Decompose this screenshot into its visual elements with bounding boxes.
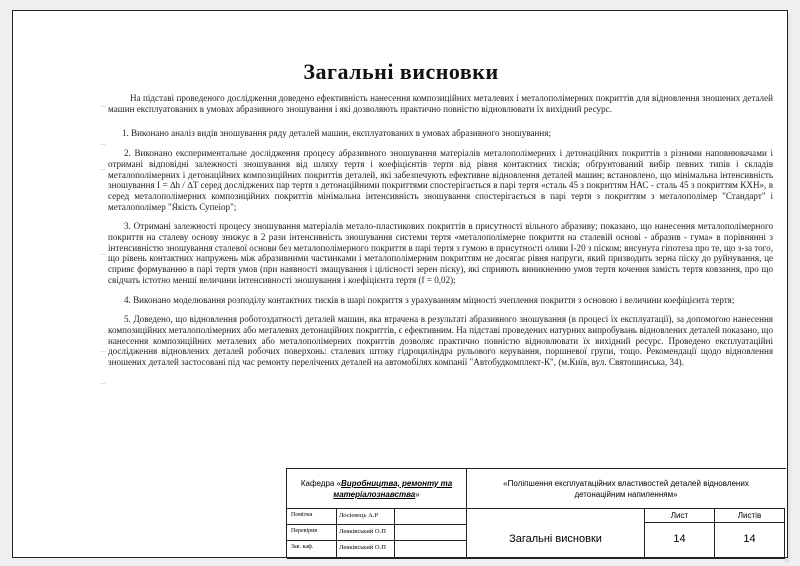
thesis-topic: «Поліпшення експлуатаційних властивостей деталей відновлених детонаційним напиленням» [467,469,785,509]
bullet-dash: – [101,101,106,111]
bullet-dash: – [101,249,106,259]
page-title: Загальні висновки [303,59,499,84]
bullet-dash: – [101,139,106,149]
conclusion-item-1: 1. Виконано аналіз видів зношування ряду деталей машин, експлуатованих в умовах абразивного зношування; [122,128,551,139]
conclusion-item-3: 3. Отримані залежності процесу зношування матеріалів метало-пластикових покриттів в присутності вільного абразиву; показано, що нанесення металополімерного покриття на сталеву основу знижує в 2 рази інтенсивність зношування системи тертя «металополімерне покриття на сталевій основі - абразив - гума» в порівнянні з інтенсивністю зношування сталевої основи без металополімерного покриття в парі тертя з гумою в присутності оливи І-20 з піском; висунута гіпотеза про те, що з-за того, що рівень контактних напружень між абразивними частинками і металополімерним покриттям не досягає рівня напруги, який призводить зерна піску до руйнування, це сприяє формуванню в парі тертя умов (при наявності змащування і цілісності зерен піску), які сприяють виникненню умов тертя кочення замість тертя ковзання, про що свідчать істотно менші величини інтенсивності зношування і коефіцієнта тертя (f = 0,02); [108,221,773,285]
conclusions-text [108,93,773,377]
title-block-stamp [286,468,786,558]
signature-cell [395,541,467,559]
signature-cell [395,509,467,525]
intro-paragraph: На підставі проведеного дослідження доведено ефективність нанесення композиційних металевих і металополімерних покриттів для відновлення зношених деталей машин експлуатованих в умовах абразивного зношування і які дозволяють практично повністю відновлювати їх вихідний ресурс. [108,93,773,114]
role-label: Перевірив [287,525,337,541]
bullet-dash: – [101,164,106,174]
bullet-dash: – [101,378,106,388]
department-name: Виробництва, ремонту та матеріалознавства [333,478,453,499]
department-prefix: Кафедра « [300,478,342,488]
conclusion-item-5: 5. Доведено, що відновлення роботоздатності деталей машин, яка втрачена в результаті абразивного зношування (в процесі їх експлуатації), за допомогою нанесення композиційних металополімерних або металевих детонаційних покриттів, є ефективним. На підставі проведених натурних випробувань відновлених деталей показано, що нанесення композиційних металевих або металополімерних покриттів дозволяє практично повністю відновлювати їх вихідний ресурс. Проведено експлуатаційні дослідження відновлених деталей робочих поверхонь: сталевих штоку гідроциліндра рульового керування, поршневої групи, тощо. Рекомендації щодо відновлення зношених деталей застосовані під час ремонту перелічених деталей на автомобілях компанії "Автобудкомплект-К", (м.Київ, вул. Святошинська, 34). [108,314,773,368]
head-of-dept-name: Левківський О.П [337,541,395,559]
checker-name: Левківський О.П [337,525,395,541]
conclusion-item-4: 4. Виконано моделювання розподілу контактних тисків в шарі покриття з урахуванням міцності зчеплення покриття з основою і величини коефіцієнта тертя; [124,294,735,305]
sheets-label: Листів [715,509,785,523]
sheets-total: 14 [715,523,785,559]
department-suffix: » [415,489,420,499]
bullet-dash: – [101,346,106,356]
signature-cell [395,525,467,541]
role-label: Зав. каф. [287,541,337,559]
sheet-number: 14 [645,523,715,559]
sheet-label: Лист [645,509,715,523]
department-cell [287,469,467,509]
role-label: Помітки [287,509,337,525]
document-name: Загальні висновки [467,509,645,559]
author-name: Лосієвець А.Р [337,509,395,525]
conclusion-item-2: 2. Виконано експериментальне дослідження процесу абразивного зношування матеріалів металополімерних і детонаційних покриттів з різними наповнювачами і отримані відповідні залежності зношування від шляху тертя і коефіцієнтів тертя від рівня контактних тисків; обґрунтований вибір певних типів і складів металополімерних і детонаційних композиційних покриттів деталей, які забезпечують ефективне відновлення деталей машин; встановлено, що мінімальна інтенсивність зношування I = ∆h / ∆T серед досліджених пар тертя з детонаційними покриттями спостерігається в парі тертя «сталь 45 з покриттям НАС - сталь 45 з покриттям КХН», в серед металополімерних композиційних покриттів мінімальна інтенсивність зношування спостерігається в парі тертя з покриттям з металополімер "Стандарт" і металополімер "Якість Супеіор"; [108,148,773,212]
